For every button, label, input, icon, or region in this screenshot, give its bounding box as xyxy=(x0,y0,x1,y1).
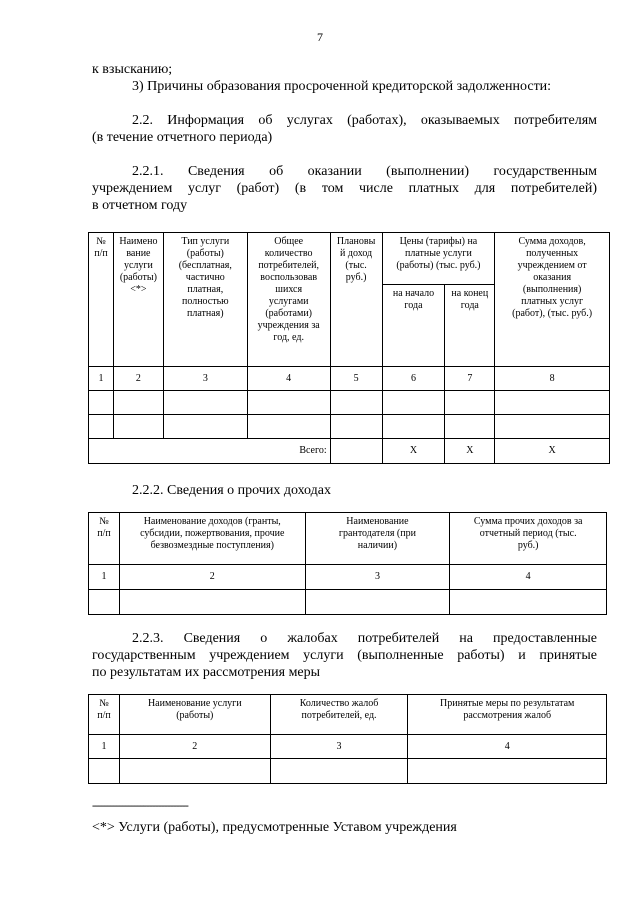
item-3-text: 3) Причины образования просроченной кредиторской задолженности: xyxy=(132,79,552,94)
section-2-2-2-heading: 2.2.2. Сведения о прочих доходах xyxy=(132,483,331,498)
header-service-name: Наимено вание услуги (работы) <*> xyxy=(113,233,163,367)
table-row xyxy=(89,415,610,439)
section-2-2-3-line-1: 2.2.3. Сведения о жалобах потребителей на предоставленные xyxy=(132,631,597,646)
table-row xyxy=(89,590,607,615)
header-num: № п/п xyxy=(89,513,120,565)
header-num: № п/п xyxy=(89,233,114,367)
header-consumer-count: Общее количество потребителей, воспользовав шихся услугами (работами) учреждения за год, ед. xyxy=(247,233,330,367)
footnote-rule: -------------------------------- xyxy=(92,798,188,812)
header-income-sum: Сумма доходов, полученных учреждением от оказания (выполнения) платных услуг (работ), (тыс. руб.) xyxy=(495,233,610,367)
column-number-row: 1 2 3 4 5 6 7 8 xyxy=(89,367,610,391)
section-2-2-1-line-1: 2.2.1. Сведения об оказании (выполнении) государственным xyxy=(132,164,597,179)
header-measures: Принятые меры по результатам рассмотрения жалоб xyxy=(408,695,607,735)
total-row xyxy=(89,439,610,464)
header-income-name: Наименование доходов (гранты, субсидии, пожертвования, прочие безвозмездные поступления) xyxy=(119,513,305,565)
header-complaint-count: Количество жалоб потребителей, ед. xyxy=(270,695,408,735)
total-mark: X xyxy=(445,439,495,464)
column-number-row: 1 2 3 4 xyxy=(89,565,607,590)
section-2-2-1-line-3: в отчетном году xyxy=(92,198,188,213)
footnote-text: <*> Услуги (работы), предусмотренные Уставом учреждения xyxy=(92,820,457,835)
header-grantor: Наименование грантодателя (при наличии) xyxy=(305,513,450,565)
header-service-name: Наименование услуги (работы) xyxy=(119,695,270,735)
header-prices: Цены (тарифы) на платные услуги (работы) (тыс. руб.) xyxy=(382,233,495,285)
page-number: 7 xyxy=(317,30,323,44)
section-2-2-3-line-3: по результатам их рассмотрения меры xyxy=(92,665,321,680)
section-2-2-line-2: (в течение отчетного периода) xyxy=(92,130,273,145)
section-2-2-3-line-2: государственным учреждением услуги (выполненные работы) и принятые xyxy=(92,648,597,663)
services-table xyxy=(88,232,610,464)
section-2-2-line-1: 2.2. Информация об услугах (работах), оказываемых потребителям xyxy=(132,113,597,128)
other-income-table xyxy=(88,512,607,615)
total-mark: X xyxy=(382,439,445,464)
header-service-type: Тип услуги (работы) (бесплатная, частично платная, полностью платная) xyxy=(163,233,247,367)
header-price-start: на начало года xyxy=(382,285,445,367)
complaints-table xyxy=(88,694,607,784)
table-row xyxy=(89,759,607,784)
intro-line: к взысканию; xyxy=(92,62,173,77)
column-number-row: 1 2 3 4 xyxy=(89,735,607,759)
total-label: Всего: xyxy=(89,439,331,464)
header-other-income-sum: Сумма прочих доходов за отчетный период (тыс. руб.) xyxy=(450,513,607,565)
header-price-end: на конец года xyxy=(445,285,495,367)
header-num: № п/п xyxy=(89,695,120,735)
header-planned-income: Плановы й доход (тыс. руб.) xyxy=(330,233,382,367)
table-row xyxy=(89,391,610,415)
section-2-2-1-line-2: учреждением услуг (работ) (в том числе платных для потребителей) xyxy=(92,181,597,196)
total-mark: X xyxy=(495,439,610,464)
